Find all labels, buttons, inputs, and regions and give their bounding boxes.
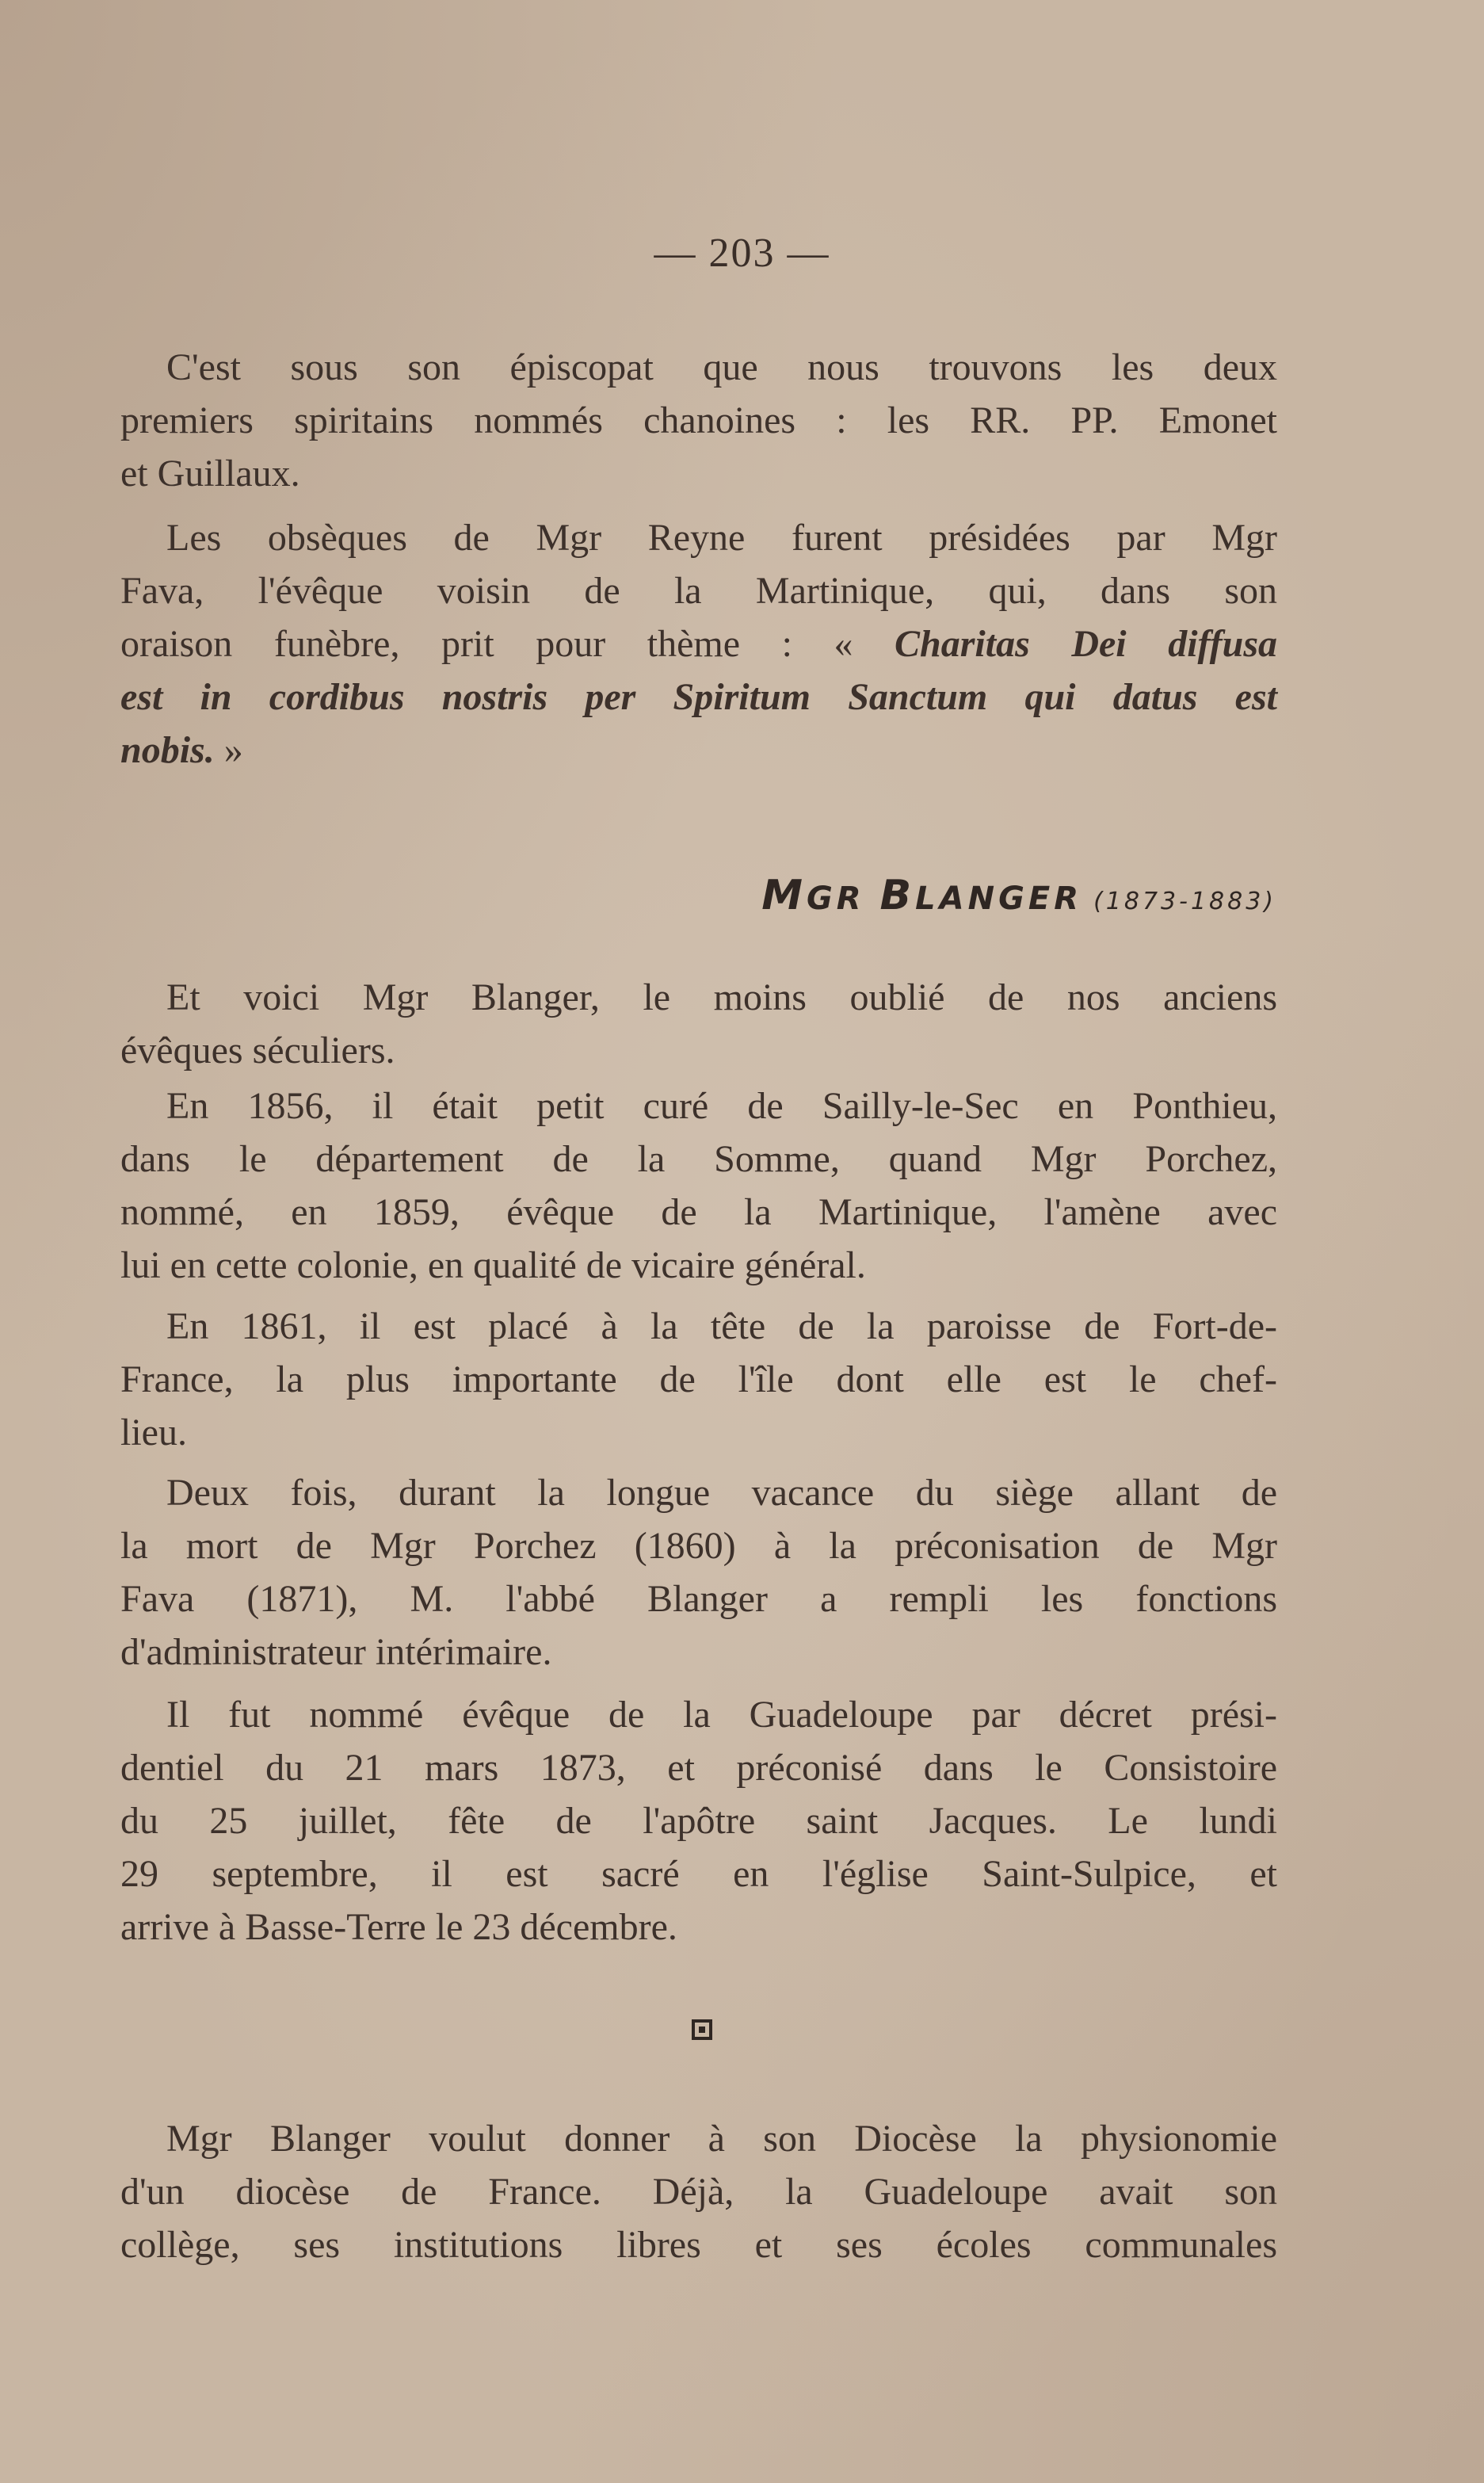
text-line: nommé, en 1859, évêque de la Martinique, l'amène avec bbox=[120, 1191, 1277, 1233]
text-line: Fava (1871), M. l'abbé Blanger a rempli les fonctions bbox=[120, 1578, 1277, 1620]
text-line: et Guillaux. bbox=[120, 453, 300, 495]
text-line: Et voici Mgr Blanger, le moins oublié de nos anciens bbox=[166, 976, 1277, 1018]
text-line: En 1856, il était petit curé de Sailly-le-Sec en Ponthieu, bbox=[166, 1085, 1277, 1127]
text-line: lieu. bbox=[120, 1411, 187, 1454]
latin-quote: nobis. bbox=[120, 729, 215, 771]
text-line: d'administrateur intérimaire. bbox=[120, 1631, 552, 1673]
page-number: — 203 — bbox=[654, 231, 830, 276]
text-line: collège, ses institutions libres et ses écoles communales bbox=[120, 2224, 1277, 2266]
paragraph-intro-blanger bbox=[120, 971, 1277, 1077]
text-line-mixed bbox=[120, 724, 1277, 777]
text-line: Fava, l'évêque voisin de la Martinique, qui, dans son bbox=[120, 570, 1277, 612]
latin-quote-line: est in cordibus nostris per Spiritum Sanctum qui datus est bbox=[120, 676, 1277, 718]
text-line: du 25 juillet, fête de l'apôtre saint Jacques. Le lundi bbox=[120, 1800, 1277, 1842]
paragraph-1856 bbox=[120, 1079, 1277, 1292]
latin-quote: Charitas Dei diffusa bbox=[895, 623, 1278, 665]
text-line: dans le département de la Somme, quand Mgr Porchez, bbox=[120, 1138, 1277, 1180]
section-heading-dates: (1873-1883) bbox=[1093, 888, 1276, 915]
paragraph-vacance bbox=[120, 1466, 1277, 1679]
text-run: oraison funèbre, prit pour thème : « bbox=[120, 623, 895, 665]
text-line: évêques séculiers. bbox=[120, 1029, 395, 1072]
text-line: 29 septembre, il est sacré en l'église Saint-Sulpice, et bbox=[120, 1853, 1277, 1895]
paragraph-obseques bbox=[120, 511, 1277, 777]
section-heading-title: MGR BLANGER bbox=[761, 872, 1083, 919]
text-line: C'est sous son épiscopat que nous trouvons les deux bbox=[166, 346, 1277, 388]
paragraph-1861 bbox=[120, 1300, 1277, 1459]
text-line: Mgr Blanger voulut donner à son Diocèse la physionomie bbox=[166, 2118, 1277, 2160]
text-line: premiers spiritains nommés chanoines : les RR. PP. Emonet bbox=[120, 399, 1277, 441]
text-line: dentiel du 21 mars 1873, et préconisé dans le Consistoire bbox=[120, 1747, 1277, 1789]
text-line: En 1861, il est placé à la tête de la paroisse de Fort-de- bbox=[166, 1305, 1277, 1347]
text-line: d'un diocèse de France. Déjà, la Guadeloupe avait son bbox=[120, 2171, 1277, 2213]
text-line: arrive à Basse-Terre le 23 décembre. bbox=[120, 1906, 677, 1948]
text-line: Deux fois, durant la longue vacance du siège allant de bbox=[166, 1472, 1277, 1514]
text-line-mixed bbox=[120, 617, 1277, 670]
text-run: » bbox=[214, 729, 243, 771]
paragraph-diocese bbox=[120, 2112, 1277, 2271]
paragraph-chanoines bbox=[120, 341, 1277, 500]
text-line: Les obsèques de Mgr Reyne furent présidées par Mgr bbox=[166, 517, 1277, 559]
square-ornament-icon bbox=[692, 2019, 712, 2040]
section-heading bbox=[761, 872, 1276, 919]
text-line: Il fut nommé évêque de la Guadeloupe par décret prési- bbox=[166, 1694, 1277, 1736]
paragraph-nomination bbox=[120, 1688, 1277, 1954]
text-line: lui en cette colonie, en qualité de vicaire général. bbox=[120, 1244, 866, 1286]
text-line: la mort de Mgr Porchez (1860) à la préconisation de Mgr bbox=[120, 1525, 1277, 1567]
text-line: France, la plus importante de l'île dont elle est le chef- bbox=[120, 1358, 1277, 1400]
